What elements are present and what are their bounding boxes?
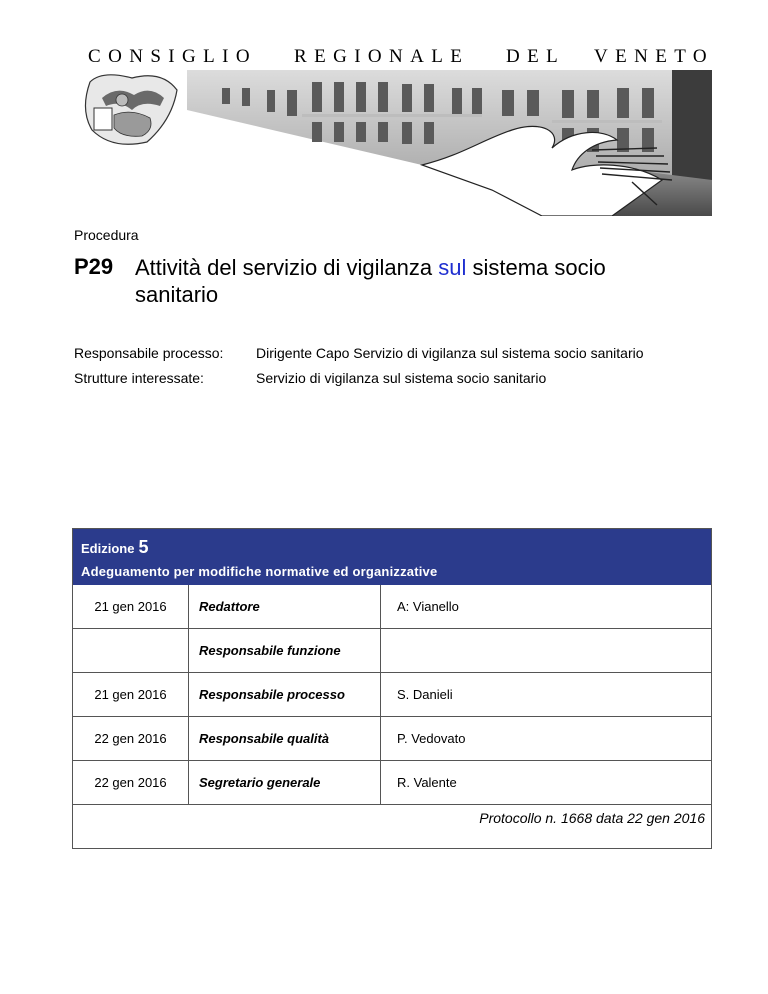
row-date: 22 gen 2016 bbox=[73, 717, 189, 761]
row-role: Responsabile processo bbox=[189, 673, 381, 717]
header-word: REGIONALE bbox=[294, 46, 470, 67]
row-role: Redattore bbox=[189, 585, 381, 629]
table-row bbox=[73, 673, 711, 717]
row-role: Responsabile qualità bbox=[189, 717, 381, 761]
header-word: CONSIGLIO bbox=[88, 46, 257, 67]
header-word: VENETO bbox=[594, 46, 715, 67]
edition-label bbox=[81, 537, 148, 558]
procedure-title bbox=[135, 254, 675, 308]
protocol-note: Protocollo n. 1668 data 22 gen 2016 bbox=[479, 810, 705, 826]
document-type-label: Procedura bbox=[74, 227, 139, 243]
row-name bbox=[381, 629, 712, 673]
row-date: 21 gen 2016 bbox=[73, 673, 189, 717]
edition-description: Adeguamento per modifiche normative ed organizzative bbox=[81, 564, 438, 579]
structures-label: Strutture interessate: bbox=[74, 370, 204, 386]
edition-number: 5 bbox=[138, 537, 149, 557]
title-text: Attività del servizio di vigilanza bbox=[135, 255, 439, 280]
table-row bbox=[73, 629, 711, 673]
row-role: Segretario generale bbox=[189, 761, 381, 805]
row-name: S. Danieli bbox=[381, 673, 712, 717]
procedure-code: P29 bbox=[74, 254, 114, 279]
structures-value: Servizio di vigilanza sul sistema socio sanitario bbox=[256, 370, 547, 386]
row-name: P. Vedovato bbox=[381, 717, 712, 761]
row-role: Responsabile funzione bbox=[189, 629, 381, 673]
banner-image bbox=[72, 70, 712, 216]
title-highlight: sul bbox=[438, 255, 467, 280]
row-date: 21 gen 2016 bbox=[73, 585, 189, 629]
signature-table bbox=[73, 585, 711, 805]
row-name: R. Valente bbox=[381, 761, 712, 805]
row-date bbox=[73, 629, 189, 673]
process-owner-value: Dirigente Capo Servizio di vigilanza sul sistema socio sanitario bbox=[256, 345, 644, 361]
edition-label-text: Edizione bbox=[81, 541, 135, 556]
row-date: 22 gen 2016 bbox=[73, 761, 189, 805]
header-word: DEL bbox=[506, 46, 566, 67]
table-row bbox=[73, 585, 711, 629]
table-row bbox=[73, 717, 711, 761]
edition-header bbox=[73, 529, 711, 585]
process-owner-label: Responsabile processo: bbox=[74, 345, 224, 361]
title-text: sistema socio sanitario bbox=[135, 255, 606, 307]
row-name: A: Vianello bbox=[381, 585, 712, 629]
edition-box bbox=[72, 528, 712, 849]
table-row bbox=[73, 761, 711, 805]
